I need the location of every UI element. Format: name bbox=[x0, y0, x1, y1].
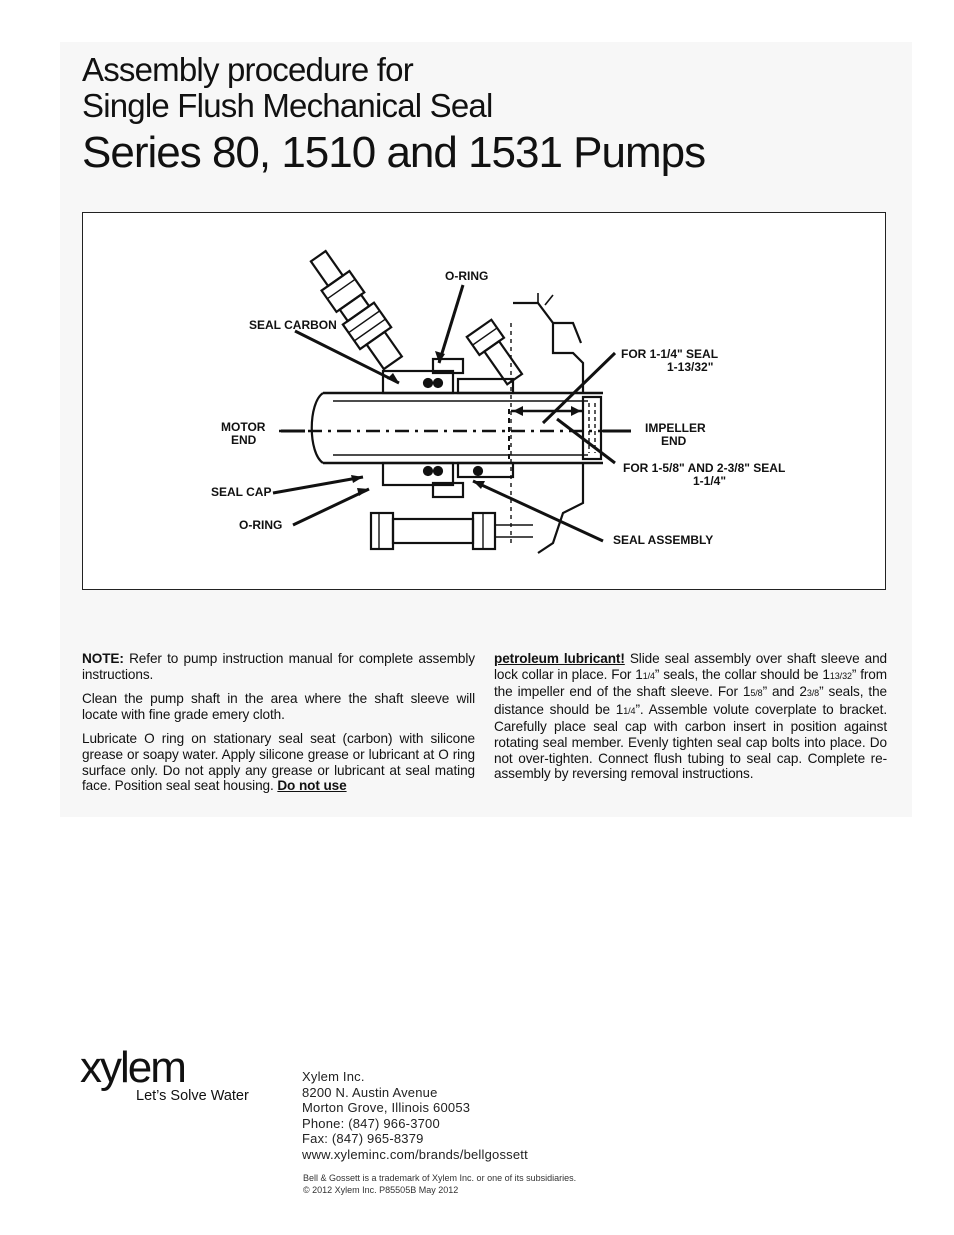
note-paragraph bbox=[82, 651, 475, 682]
assembly-text-c: ” from the impeller end of the shaft sleeve. For 1 bbox=[494, 666, 887, 700]
tagline: Let’s Solve Water bbox=[136, 1088, 249, 1104]
note-body: Refer to pump instruction manual for complete assembly instructions. bbox=[82, 651, 475, 682]
fraction-13-32: 13/32 bbox=[829, 670, 852, 681]
seal-diagram-drawing bbox=[83, 213, 885, 589]
assembly-text-f: ”. Assemble volute coverplate to bracket. Carefully place seal cap with carbon insert in position against rotating seal member. Evenly tighten seal cap bolts into place. Do not over-tighten. Connect flush tubing to seal cap. Complete re-assembly by reversing removal instructions. bbox=[494, 701, 887, 782]
paragraph-lubricate bbox=[82, 731, 475, 793]
company-name: Xylem Inc. bbox=[302, 1069, 365, 1084]
note-label: NOTE: bbox=[82, 651, 124, 666]
address-line-1: 8200 N. Austin Avenue bbox=[302, 1084, 438, 1100]
legal-notes bbox=[303, 1173, 576, 1196]
fraction-3-8: 3/8 bbox=[806, 688, 820, 699]
label-o-ring-top: O-RING bbox=[445, 269, 489, 283]
assembly-text-e: ” seals, the distance should be 1 bbox=[494, 684, 888, 717]
text-column-left bbox=[82, 651, 475, 803]
address-line-2: Morton Grove, Illinois 60053 bbox=[302, 1100, 471, 1116]
label-for-114-seal: FOR 1-1/4" SEAL bbox=[621, 347, 719, 361]
warning-do-not-use: Do not use bbox=[277, 778, 347, 794]
label-motor-end-2: END bbox=[231, 433, 257, 447]
company-address bbox=[302, 1069, 528, 1163]
label-o-ring-bottom: O-RING bbox=[239, 518, 283, 532]
copyright-note: © 2012 Xylem Inc. P85505B May 2012 bbox=[303, 1184, 459, 1195]
paragraph-clean-shaft: Clean the pump shaft in the area where the shaft sleeve will locate with fine grade emery cloth. bbox=[82, 691, 475, 722]
label-for-158-dim: 1-1/4" bbox=[693, 474, 727, 488]
title-line-3: Series 80, 1510 and 1531 Pumps bbox=[82, 128, 706, 177]
assembly-text-a: Slide seal assembly over shaft sleeve and lock collar in place. For 1 bbox=[494, 651, 887, 682]
assembly-text-d: ” and 2 bbox=[762, 684, 807, 700]
text-column-right bbox=[494, 651, 887, 791]
xylem-logo: xylem bbox=[80, 1043, 185, 1092]
label-for-114-dim: 1-13/32" bbox=[667, 360, 714, 374]
fax: Fax: (847) 965-8379 bbox=[302, 1131, 424, 1147]
seal-diagram bbox=[82, 212, 886, 590]
website: www.xyleminc.com/brands/bellgossett bbox=[302, 1146, 528, 1162]
lubricate-text: Lubricate O ring on stationary seal seat (carbon) with silicone grease or soapy water. Apply silicone grease or lubricant at O ring surface only. Do not apply any grease or lubricant at seal mating face. Position seal seat housing. bbox=[82, 731, 475, 794]
trademark-note: Bell & Gossett is a trademark of Xylem Inc. or one of its subsidiaries. bbox=[303, 1173, 577, 1183]
label-seal-cap: SEAL CAP bbox=[211, 485, 272, 499]
label-impeller-end-1: IMPELLER bbox=[645, 421, 706, 435]
title-line-2: Single Flush Mechanical Seal bbox=[82, 87, 493, 124]
assembly-text-b: ” seals, the collar should be 1 bbox=[654, 666, 830, 682]
warning-petroleum-lubricant: petroleum lubricant! bbox=[494, 651, 625, 666]
label-seal-carbon: SEAL CARBON bbox=[249, 318, 337, 332]
label-motor-end-1: MOTOR bbox=[221, 420, 266, 434]
title-line-1: Assembly procedure for bbox=[82, 51, 413, 88]
label-impeller-end-2: END bbox=[661, 434, 687, 448]
paragraph-seal-assembly bbox=[494, 651, 887, 782]
label-seal-assembly: SEAL ASSEMBLY bbox=[613, 533, 714, 547]
fraction-1-4: 1/4 bbox=[642, 670, 655, 681]
fraction-1-4-b: 1/4 bbox=[623, 705, 636, 716]
fraction-5-8: 5/8 bbox=[750, 688, 763, 699]
label-for-158-seal: FOR 1-5/8" AND 2-3/8" SEAL bbox=[623, 461, 786, 475]
phone: Phone: (847) 966-3700 bbox=[302, 1115, 440, 1131]
